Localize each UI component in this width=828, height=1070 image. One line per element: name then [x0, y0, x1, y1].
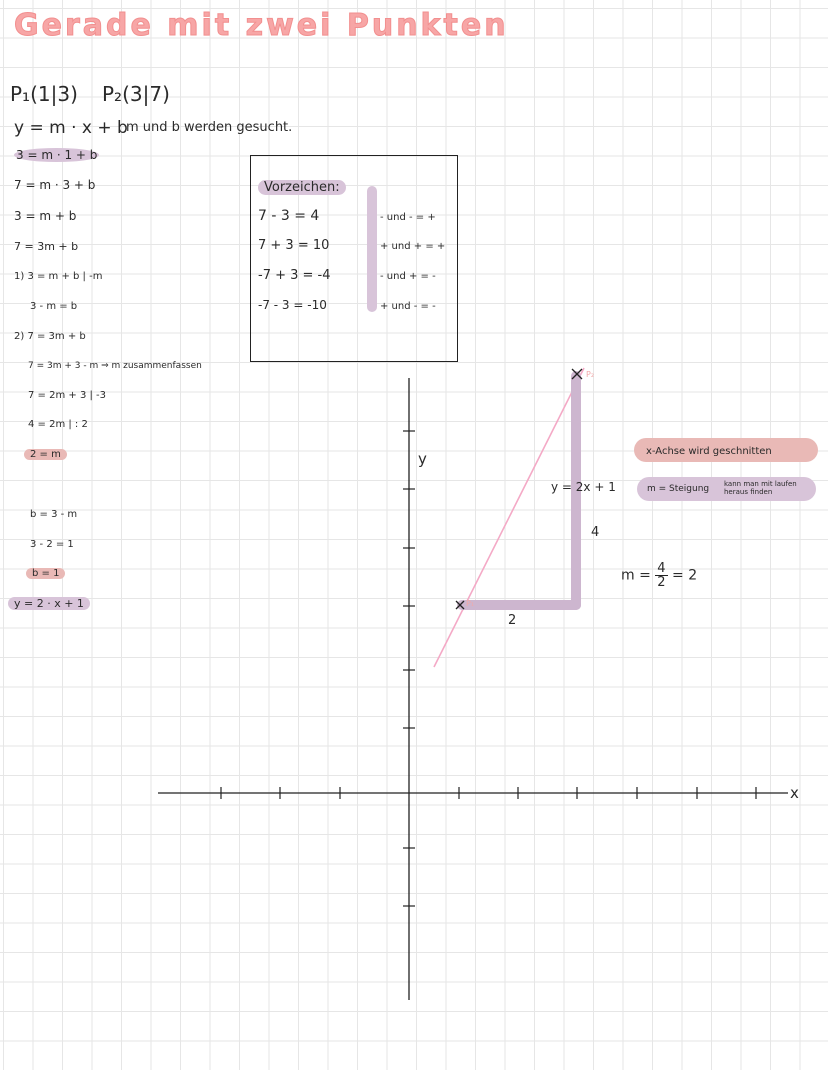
sign-calc-4: -7 - 3 = -10	[258, 298, 327, 312]
page-title: Gerade mit zwei Punkten	[14, 8, 509, 43]
step-15-result: y = 2 · x + 1	[8, 597, 90, 610]
sign-rule-2: + und + = +	[380, 241, 446, 252]
sign-calc-2: 7 + 3 = 10	[258, 238, 330, 253]
line-equation-label: y = 2x + 1	[551, 480, 616, 494]
point-p1: P₁(1|3)	[10, 82, 78, 106]
step-1: 3 = m · 1 + b	[16, 148, 98, 162]
sign-rule-1: - und - = +	[380, 212, 436, 223]
step-7: 2) 7 = 3m + b	[14, 331, 86, 342]
step-5: 1) 3 = m + b | -m	[14, 271, 103, 282]
slope-note-a: m = Steigung	[647, 484, 710, 494]
step-2: 7 = m · 3 + b	[14, 178, 96, 192]
step-6: 3 - m = b	[30, 301, 78, 312]
step-4: 7 = 3m + b	[14, 240, 79, 253]
sign-calc-1: 7 - 3 = 4	[258, 208, 320, 224]
point-label-p1: P₁	[466, 599, 475, 608]
slope-result: = 2	[672, 567, 698, 584]
step-8: 7 = 3m + 3 - m ⇒ m zusammenfassen	[28, 361, 202, 371]
equation-note: m und b werden gesucht.	[126, 120, 293, 135]
run-label: 2	[508, 613, 517, 628]
general-equation: y = m · x + b	[14, 118, 128, 138]
y-axis-label: y	[418, 450, 427, 468]
slope-numerator: 4	[657, 561, 666, 576]
step-9: 7 = 2m + 3 | -3	[28, 390, 106, 401]
sign-rule-4: + und - = -	[380, 301, 436, 312]
step-13: 3 - 2 = 1	[30, 539, 74, 550]
sign-calc-3: -7 + 3 = -4	[258, 268, 331, 283]
rise-label: 4	[591, 525, 600, 540]
point-p2: P₂(3|7)	[102, 82, 170, 106]
step-11: 2 = m	[24, 449, 67, 460]
point-label-p2: P₂	[586, 370, 595, 379]
sign-rule-3: - und + = -	[380, 271, 436, 282]
slope-prefix: m =	[621, 567, 651, 584]
slope-denominator: 2	[657, 575, 666, 590]
x-axis-label: x	[790, 784, 799, 802]
x-axis-note: x-Achse wird geschnitten	[646, 446, 772, 457]
slope-fraction	[655, 562, 667, 589]
slope-note-b: kann man mit laufen heraus finden	[724, 480, 797, 496]
step-10: 4 = 2m | : 2	[28, 419, 88, 430]
step-3: 3 = m + b	[14, 209, 77, 223]
slope-formula	[621, 562, 697, 589]
step-12: b = 3 - m	[30, 509, 78, 520]
step-14: b = 1	[26, 568, 65, 579]
sign-box-heading: Vorzeichen:	[258, 180, 346, 195]
